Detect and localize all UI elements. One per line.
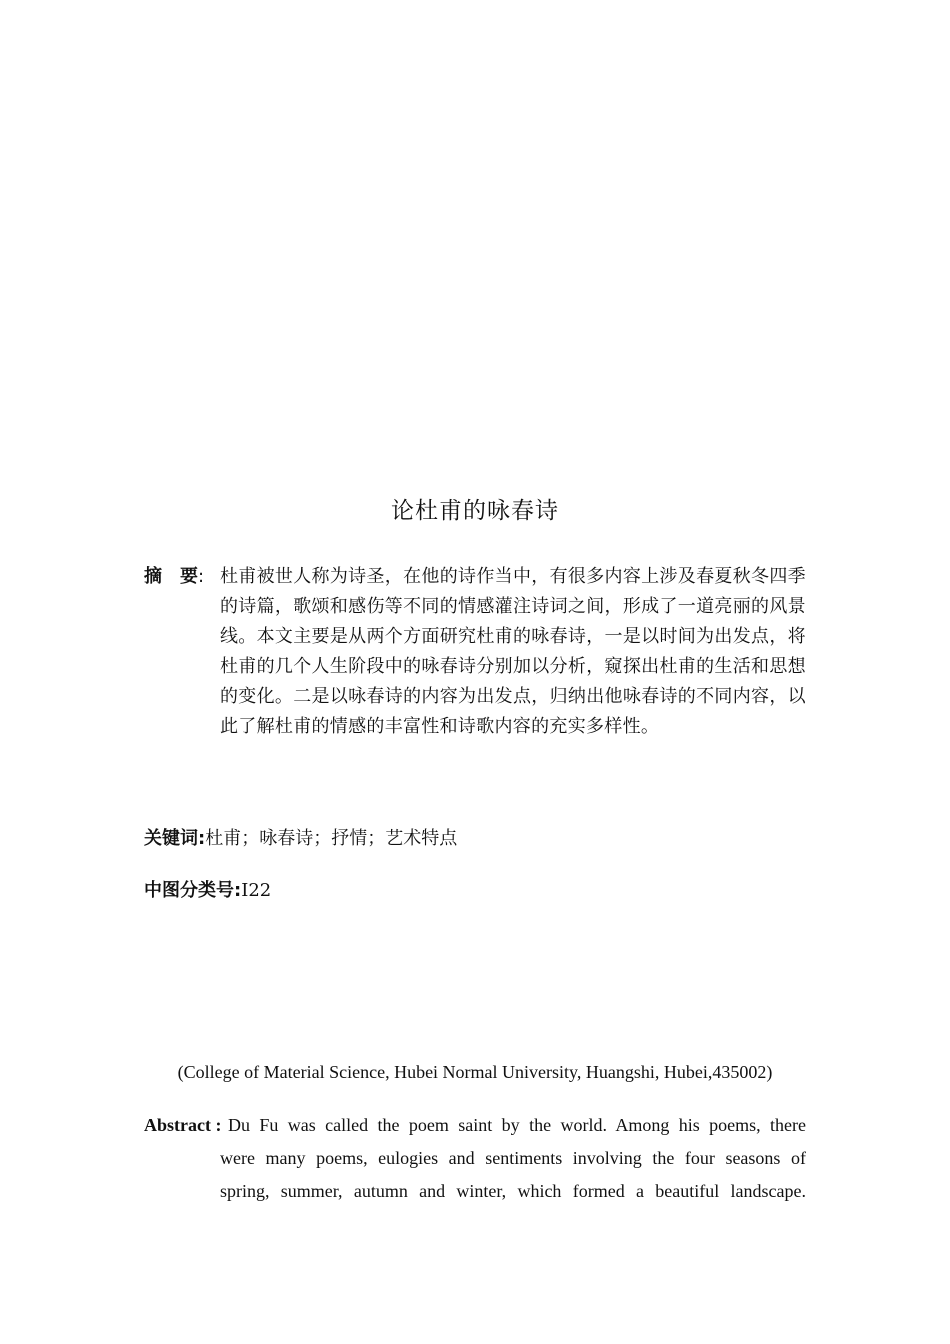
keywords-label: 关键词: xyxy=(144,828,206,849)
classification-label: 中图分类号: xyxy=(144,880,242,901)
english-abstract-line-3: spring, summer, autumn and winter, which formed a beautiful landscape. xyxy=(220,1181,806,1201)
abstract-label-char-2: 要 xyxy=(180,566,198,587)
chinese-abstract xyxy=(144,562,806,742)
author-affiliation: (College of Material Science, Hubei Normal University, Huangshi, Hubei,435002) xyxy=(177,1062,773,1082)
chinese-abstract-text: 杜甫被世人称为诗圣，在他的诗作当中，有很多内容上涉及春夏秋冬四季的诗篇，歌颂和感伤等不同的情感灌注诗词之间，形成了一道亮丽的风景线。本文主要是从两个方面研究杜甫的咏春诗，一是以时间为出发点，将杜甫的几个人生阶段中的咏春诗分别加以分析，窥探出杜甫的生活和思想的变化。二是以咏春诗的内容为出发点，归纳出他咏春诗的不同内容，以此了解杜甫的情感的丰富性和诗歌内容的充实多样性。 xyxy=(220,566,806,737)
english-abstract xyxy=(144,1109,806,1208)
english-abstract-line-2: were many poems, eulogies and sentiments involving the four seasons of xyxy=(220,1148,806,1168)
keywords-text: 杜甫；咏春诗；抒情；艺术特点 xyxy=(205,828,458,849)
classification-code: I22 xyxy=(241,880,272,901)
keywords-line xyxy=(144,824,457,854)
paper-title: 论杜甫的咏春诗 xyxy=(391,498,559,524)
abstract-label-char-1: 摘 xyxy=(144,566,162,587)
abstract-label-colon: : xyxy=(198,566,205,587)
classification-line xyxy=(144,876,271,906)
english-abstract-label: Abstract : xyxy=(144,1115,222,1135)
chinese-abstract-label xyxy=(144,562,220,592)
english-abstract-rest xyxy=(220,1142,806,1208)
english-abstract-line-1: Du Fu was called the poem saint by the world. Among his poems, there xyxy=(228,1115,806,1135)
